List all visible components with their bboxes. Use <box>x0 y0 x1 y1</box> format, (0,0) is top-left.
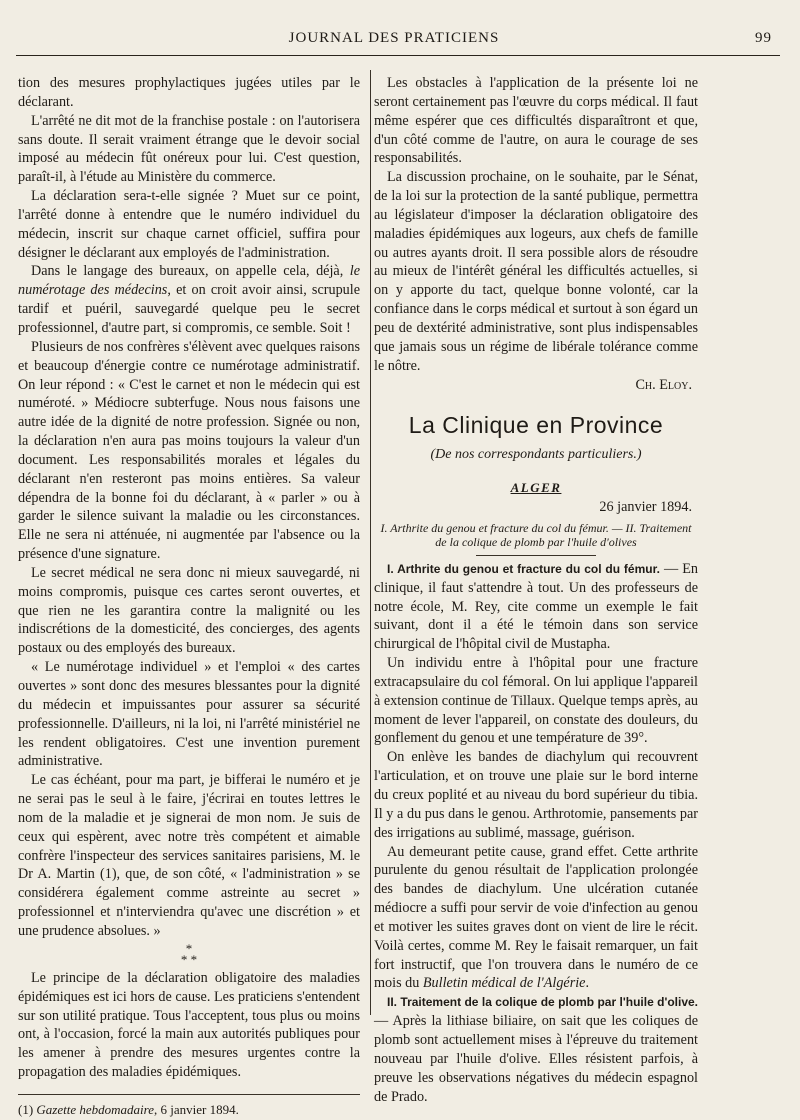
right-p7-text: — Après la lithiase biliaire, on sait que les coliques de plomb sont actuellement mises à l'épreuve du traitement nouveau par l'huile d'olive. Elles résistent parfois, à preuve les observations négatives du médecin espagnol de Prado. <box>374 1013 698 1105</box>
running-head <box>16 30 772 50</box>
section-subtitle: (De nos correspondants particuliers.) <box>430 447 642 463</box>
left-paragraph-5: Plusieurs de nos confrères s'élèvent avec quelques raisons et beaucoup d'énergie contre ce numérotage administratif. On leur répond : « C'est le carnet et non le médecin qui est numéroté. » Médiocre subterfuge. Nous nous faisons une autre idée de la dignité de notre profession. Signée ou non, la déclaration n'en aura pas moins toujours la valeur d'un document. Les responsabilités morales et légales du déclarant n'en resteront pas moins entières. Sa valeur dépendra de la bonne foi du déclarant, à « parler » ou à garder le silence suivant la maladie ou les circonstances. Elle ne sera ni atténuée, ni augmentée par l'absence ou la présence d'une signature. <box>18 338 360 563</box>
dateline-city: ALGER <box>510 480 562 496</box>
author-signature: Ch. Eloy. <box>635 376 692 393</box>
right-p6-italic: Bulletin médical de l'Algérie <box>422 975 586 992</box>
right-p6-start: Au demeurant petite cause, grand effet. Cette arthrite purulente du genou résultait de l'application prolongée des bandes de diachylum. Une ulcération cutanée médiocre a suffi pour servir de voie d'infection au genou et motiver les suites graves dont on vient de lire le récit. Voilà certes, comme M. Rey le faisait remarquer, un fait fort instructif, que l'on trouvera dans le numéro de ce mois du <box>374 843 698 992</box>
header-rule <box>16 55 780 56</box>
left-paragraph-3: La déclaration sera-t-elle signée ? Muet sur ce point, l'arrêté donne à entendre que le numéro individuel du médecin, inscrit sur chaque carnet officiel, suffira pour désigner le déclarant aux employés de l'administration. <box>18 188 360 261</box>
left-paragraph-9: Le principe de la déclaration obligatoire des maladies épidémiques est ici hors de cause. Les praticiens s'entendent sur son utilité pratique. Tous l'acceptent, tous plus ou moins ont, à l'occasion, forcé la main aux autorités publiques pour les amener à prendre des mesures urgentes contre la propagation des maladies épidémiques. <box>18 969 360 1081</box>
left-column <box>18 74 360 1120</box>
asterism-bottom: * * <box>180 951 198 967</box>
journal-title: JOURNAL DES PRATICIENS <box>288 30 500 46</box>
right-paragraph-7 <box>374 993 698 1106</box>
right-paragraph-6 <box>374 843 698 994</box>
column-divider <box>370 70 371 1015</box>
section-title: La Clinique en Province <box>408 412 664 439</box>
left-p4-start: Dans le langage des bureaux, on appelle cela, déjà, <box>31 263 350 280</box>
left-p4-end: , et on croit avoir ainsi, scrupule tardif et puéril, sauvegardé quelque peu le secret professionnel, d'autre part, si compromis, ce semble. Soit ! <box>18 282 360 336</box>
left-p4-italic: le numérotage des médecins <box>18 263 360 299</box>
rubric-1: I. Arthrite du genou et fracture du col du fémur. <box>387 561 660 576</box>
footnote-marker: (1) <box>18 1101 37 1117</box>
rubric-2: II. Traitement de la colique de plomb par l'huile d'olive. <box>387 995 698 1010</box>
left-paragraph-1: tion des mesures prophylactiques jugées utiles par le déclarant. <box>18 75 360 110</box>
right-paragraph-3 <box>374 560 698 654</box>
page-number: 99 <box>755 30 772 46</box>
footnote-source: Gazette hebdomadaire <box>36 1101 154 1117</box>
left-paragraph-6: Le secret médical ne sera donc ni mieux sauvegardé, ni moins compromis, puisque ces cartes seront ouvertes, et que rien ne les garantira contre la malignité ou les indiscrétions de la domesticité, des concierges, des agents postaux ou des employés des bureaux. <box>18 564 360 657</box>
right-paragraph-1: Les obstacles à l'application de la présente loi ne seront certainement pas l'œuvre du corps médical. Il faut même espérer que ces difficultés disparaîtront et que, d'un côté comme de l'autre, on aura le courage de ses responsabilités. <box>374 75 698 167</box>
right-column <box>374 74 698 1106</box>
asterism <box>18 940 360 967</box>
right-p3-text: — En clinique, il faut s'attendre à tout. Un des professeurs de notre école, M. Rey, cite comme un exemple le fait suivant, dont il a été le témoin dans son service chirurgical de l'hôpital civil de Mustapha. <box>374 560 699 653</box>
footnote <box>18 1101 360 1120</box>
right-paragraph-2: La discussion prochaine, on le souhaite, par le Sénat, de la loi sur la protection de la santé publique, permettra au législateur d'imposer la déclaration obligatoire des maladies épidémiques aux logeurs, aux chefs de famille ou autres ayants droit. Il sera possible alors de résoudre au mieux de l'intérêt général les difficultés actuelles, si on y apporte du tact, quelque bonne volonté, car la confiance dans le corps médical et surtout à son égard un peu de dextérité administrative, sont plus indispensables que jamais sous un régime de libérale tolérance comme le nôtre. <box>374 169 698 374</box>
left-paragraph-2: L'arrêté ne dit mot de la franchise postale : on l'autorisera sans doute. Il serait vraiment étrange que le devoir social imposé au médecin fût onéreux pour lui. C'est question, paraît-il, à l'étude au Ministère du commerce. <box>18 112 360 186</box>
asterism-top: * <box>185 940 193 956</box>
left-paragraph-8: Le cas échéant, pour ma part, je bifferai le numéro et je ne serai pas le seul à le faire, j'écrirai en toutes lettres le nom de la maladie et je signerai de mon nom. Je suis de ceux qui espèrent, avec notre très compétent et aimable confrère l'inspecteur des services sanitaires parisiens, M. le Dr A. Martin (1), que, de son côté, « l'administration » se considérera également comme astreinte au secret » professionnel et n'interviendra qu'avec une discrétion » et une prudence absolues. » <box>18 772 360 939</box>
right-p6-end: . <box>585 975 590 992</box>
left-paragraph-4 <box>18 262 360 337</box>
footnote-date: , 6 janvier 1894. <box>154 1101 239 1117</box>
left-paragraph-7: « Le numérotage individuel » et l'emploi « des cartes ouvertes » sont donc des mesures blessantes pour la dignité du médecin et impuissantes pour assurer sa sécurité professionnelle. D'ailleurs, ni la loi, ni l'arrêté ministériel ne les rendent obligatoires. C'est une invention purement administrative. <box>18 659 360 770</box>
footnote-rule <box>18 1094 360 1095</box>
article-summary: I. Arthrite du genou et fracture du col du fémur. — II. Traitement de la colique de plomb par l'huile d'olives <box>380 520 692 549</box>
summary-rule <box>476 555 596 556</box>
dateline-date: 26 janvier 1894. <box>599 499 692 516</box>
right-paragraph-4: Un individu entre à l'hôpital pour une fracture extracapsulaire du col fémoral. On lui applique l'appareil à extension continue de Tillaux. Quelque temps après, au moment de lever l'appareil, on constate des douleurs, du gonflement du genou et une température de 39°. <box>374 655 698 747</box>
right-paragraph-5: On enlève les bandes de diachylum qui recouvrent l'articulation, et on trouve une plaie sur le bord interne du creux poplité et au niveau du bord supérieur du tibia. Il y a du pus dans le genou. Arthrotomie, pansements par des irrigations au sublimé, massage, guérison. <box>374 749 698 841</box>
